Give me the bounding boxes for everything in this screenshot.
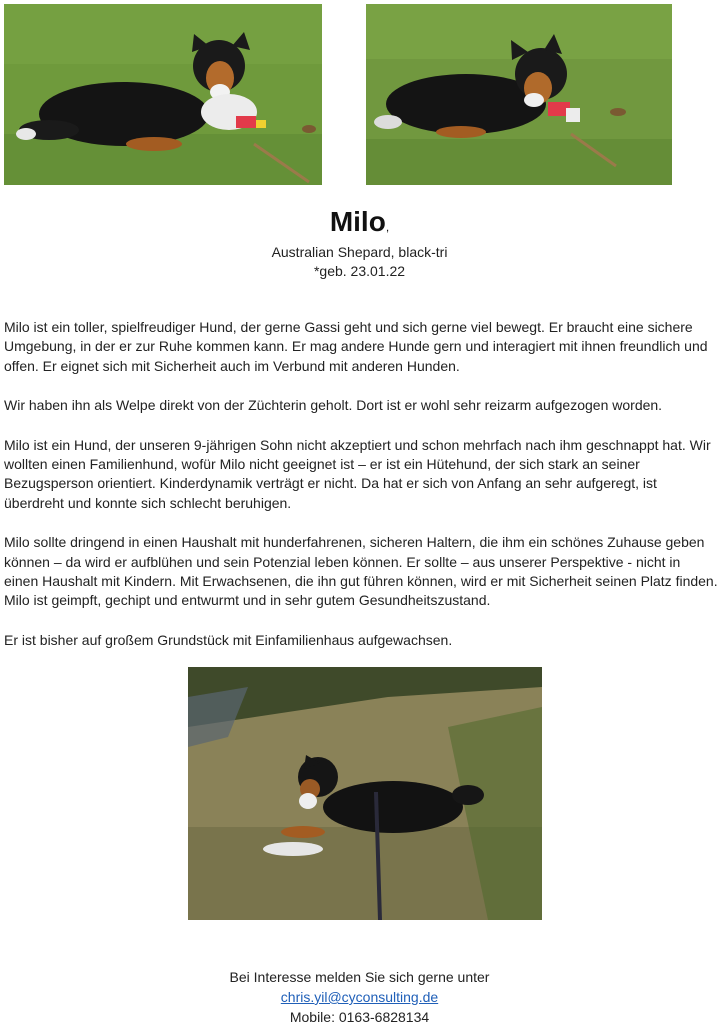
dog-photo-2 (366, 4, 672, 185)
contact-block (0, 967, 719, 1027)
contact-email-link[interactable]: chris.yil@cyconsulting.de (280, 989, 439, 1005)
paragraph-behavior: Milo ist ein Hund, der unseren 9-jährigen Sohn nicht akzeptiert und schon mehrfach nach ihm geschnappt hat. Wir wollten einen Familienhund, wofür Milo nicht geeignet ist – er ist ein Hütehund, der sich stark an seiner Bezugsperson orientiert. Kinderdynamik verträgt er nicht. Da hat er sich von Anfang an sehr aufgeregt, ist überdreht und konnte sich schlecht beruhigen. (4, 436, 711, 511)
paragraph-background: Er ist bisher auf großem Grundstück mit Einfamilienhaus aufgewachsen. (4, 631, 453, 648)
paragraph-origin: Wir haben ihn als Welpe direkt von der Züchterin geholt. Dort ist er wohl sehr reizarm aufgezogen worden. (4, 397, 663, 414)
dog-birth-date: *geb. 23.01.22 (313, 263, 406, 279)
description (4, 318, 718, 670)
dog-header (0, 206, 719, 281)
contact-intro: Bei Interesse melden Sie sich gerne unter (229, 969, 490, 985)
dog-name-line (0, 206, 719, 243)
contact-mobile: Mobile: 0163-6828134 (289, 1009, 430, 1025)
paragraph-personality: Milo ist ein toller, spielfreudiger Hund, der gerne Gassi geht und sich gerne viel bewegt. Er braucht eine sichere Umgebung, in der er zur Ruhe kommen kann. Er mag andere Hunde gern und interagiert mit ihnen freundlich und offen. Er eignet sich mit Sicherheit auch im Verbund mit anderen Hunden. (4, 319, 708, 374)
paragraph-ideal-home: Milo sollte dringend in einen Haushalt mit hunderfahrenen, sicheren Haltern, die ihm ein schönes Zuhause geben können – da wird er aufblühen und sein Potenzial leben können. Er sollte – aus unserer Perspektive - nicht in einen Haushalt mit Kindern. Mit Erwachsenen, die ihn gut führen können, wird er mit Sicherheit seinen Platz finden. Milo ist geimpft, gechipt und entwurmt und in sehr gutem Gesundheitszustand. (4, 534, 718, 609)
dog-name-suffix: , (385, 220, 390, 234)
dog-breed: Australian Shepard, black-tri (271, 244, 448, 260)
dog-photo-1 (4, 4, 322, 185)
dog-photo-3 (188, 667, 542, 920)
dog-name: Milo (329, 206, 386, 237)
